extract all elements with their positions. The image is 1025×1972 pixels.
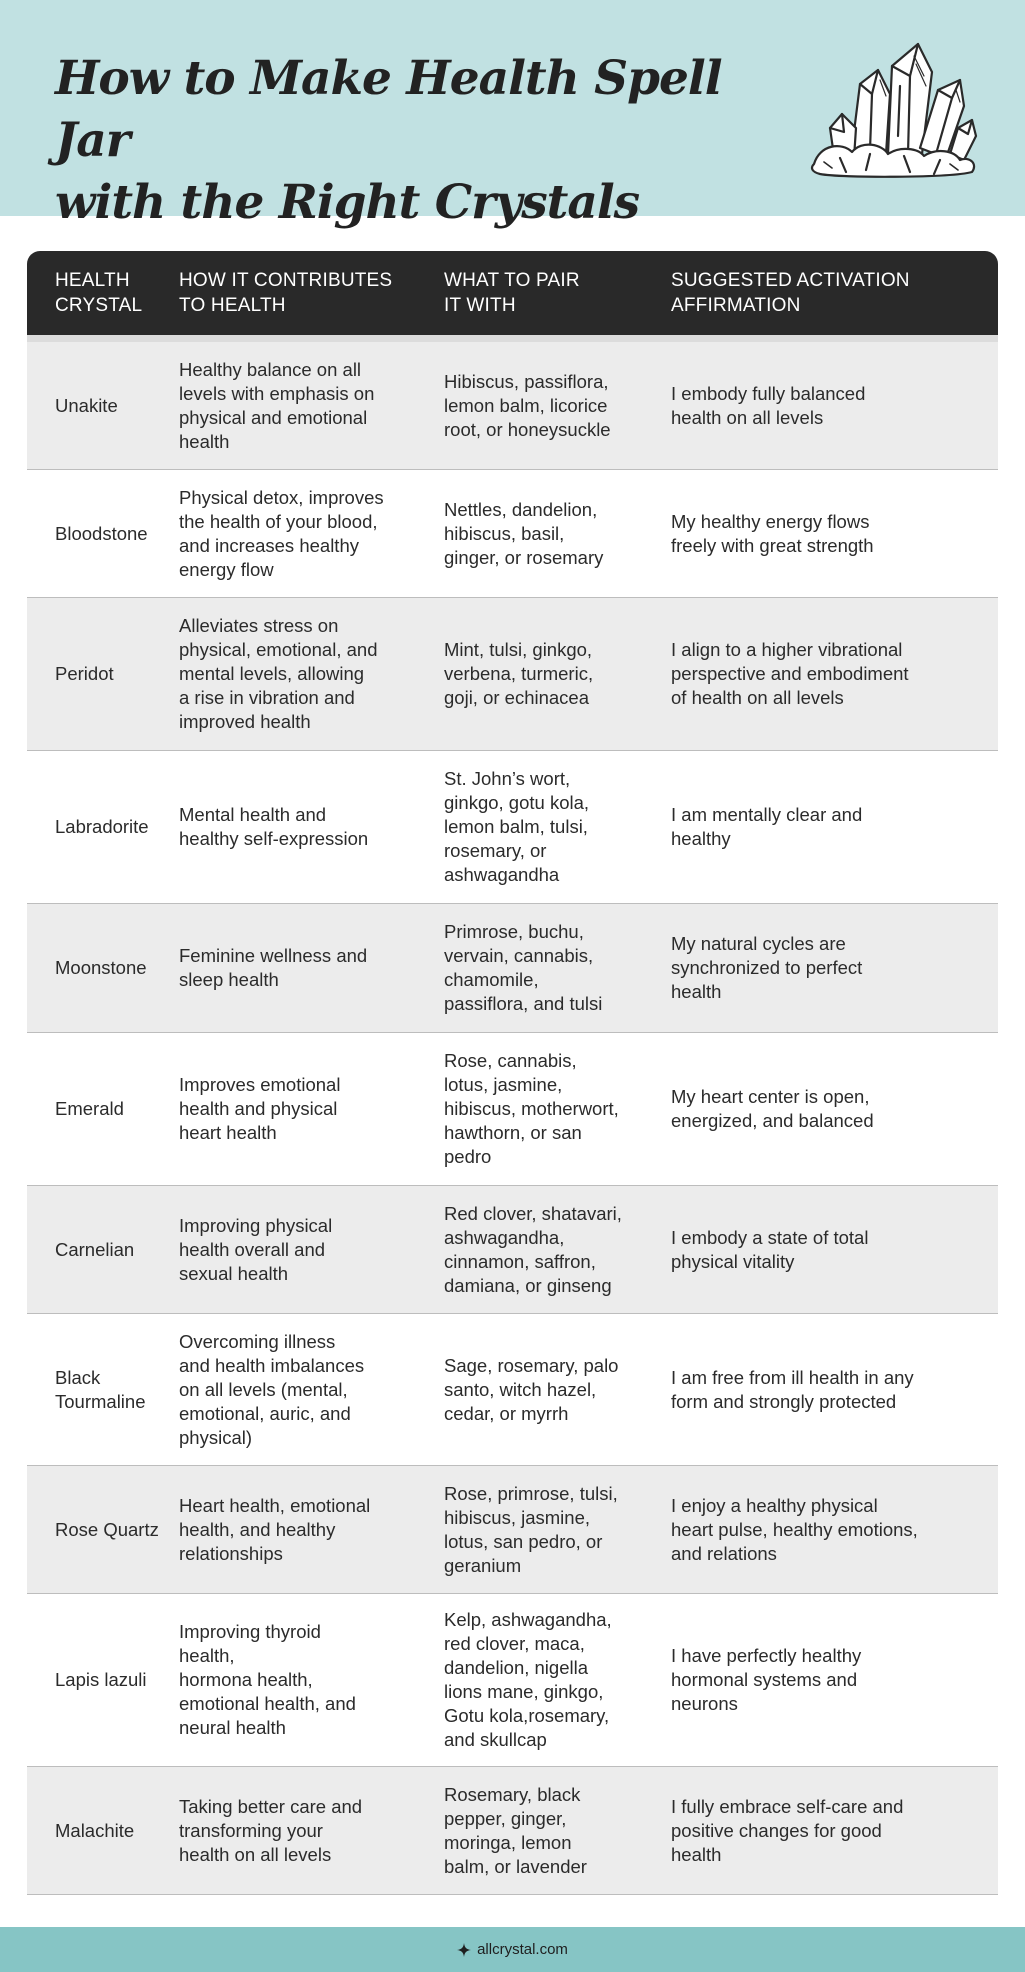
table-row	[27, 598, 998, 751]
pairing: Sage, rosemary, palo santo, witch hazel, cedar, or myrrh	[444, 1354, 619, 1424]
health-contribution: Healthy balance on all levels with emphasis on physical and emotional health	[179, 358, 375, 452]
crystal-name: Lapis lazuli	[55, 1669, 147, 1690]
pairing: Mint, tulsi, ginkgo, verbena, turmeric, goji, or echinacea	[444, 639, 594, 708]
page-footer	[0, 1927, 1025, 1972]
crystal-name: Peridot	[55, 663, 114, 684]
table-row	[27, 470, 998, 598]
crystal-name: Unakite	[55, 394, 118, 416]
table-row	[27, 1186, 998, 1314]
column-header-affirmation: SUGGESTED ACTIVATION AFFIRMATION	[671, 270, 910, 316]
affirmation: My natural cycles are synchronized to perfect health	[671, 933, 863, 1002]
pairing: Rose, cannabis, lotus, jasmine, hibiscus, motherwort, hawthorn, or san pedro	[444, 1050, 619, 1167]
affirmation: I embody a state of total physical vitality	[671, 1226, 869, 1272]
affirmation: I embody fully balanced health on all levels	[671, 382, 866, 428]
pairing: Rose, primrose, tulsi, hibiscus, jasmine, lotus, san pedro, or geranium	[444, 1482, 618, 1576]
affirmation: I am free from ill health in any form and strongly protected	[671, 1366, 914, 1412]
table-row	[27, 751, 998, 904]
column-header-contribution: HOW IT CONTRIBUTES TO HEALTH	[179, 270, 393, 316]
crystal-name: Labradorite	[55, 816, 149, 837]
affirmation: My heart center is open, energized, and balanced	[671, 1086, 874, 1131]
table-header	[27, 251, 998, 342]
health-contribution: Feminine wellness and sleep health	[179, 945, 368, 990]
affirmation: I enjoy a healthy physical heart pulse, healthy emotions, and relations	[671, 1494, 918, 1564]
pairing: Kelp, ashwagandha, red clover, maca, dandelion, nigella lions mane, ginkgo, Gotu kola,rosemary, and skullcap	[444, 1609, 612, 1750]
table-row	[27, 1466, 998, 1594]
pairing: Primrose, buchu, vervain, cannabis, chamomile, passiflora, and tulsi	[444, 921, 603, 1014]
affirmation: I am mentally clear and healthy	[671, 804, 863, 849]
health-contribution: Mental health and healthy self-expression	[179, 804, 369, 849]
pairing: Hibiscus, passiflora, lemon balm, licorice root, or honeysuckle	[444, 370, 611, 440]
footer-brand	[457, 1941, 568, 1958]
crystal-name: Moonstone	[55, 957, 147, 978]
table-row	[27, 342, 998, 470]
table-row	[27, 1314, 998, 1466]
affirmation: I align to a higher vibrational perspective and embodiment of health on all levels	[671, 639, 909, 708]
health-contribution: Heart health, emotional health, and healthy relationships	[179, 1494, 371, 1564]
table-row	[27, 904, 998, 1033]
pairing: Nettles, dandelion, hibiscus, basil, ginger, or rosemary	[444, 498, 604, 568]
crystal-name: Emerald	[55, 1098, 124, 1119]
crystal-name: Black Tourmaline	[55, 1366, 146, 1412]
column-header-crystal: HEALTH CRYSTAL	[55, 270, 143, 316]
title-line-2: with the Right Crystals	[55, 175, 640, 230]
table-row	[27, 1594, 998, 1767]
crystal-name: Malachite	[55, 1819, 135, 1841]
health-contribution: Taking better care and transforming your health on all levels	[179, 1795, 363, 1865]
crystal-name: Rose Quartz	[55, 1518, 159, 1540]
pairing: Red clover, shatavari, ashwagandha, cinnamon, saffron, damiana, or ginseng	[444, 1202, 622, 1296]
health-contribution: Alleviates stress on physical, emotional, and mental levels, allowing a rise in vibration and improved health	[179, 615, 378, 732]
table-row	[27, 1767, 998, 1895]
health-contribution: Overcoming illness and health imbalances on all levels (mental, emotional, auric, and physical)	[179, 1330, 365, 1448]
crystal-table	[27, 251, 998, 1895]
title-line-1: How to Make Health Spell Jar	[55, 51, 722, 168]
pairing: Rosemary, black pepper, ginger, moringa, lemon balm, or lavender	[444, 1783, 587, 1877]
page-title	[55, 48, 795, 234]
crystal-cluster-icon	[800, 36, 980, 181]
health-contribution: Physical detox, improves the health of your blood, and increases healthy energy flow	[179, 486, 384, 580]
column-header-pairing: WHAT TO PAIR IT WITH	[444, 270, 580, 316]
page-header	[0, 0, 1025, 230]
affirmation: My healthy energy flows freely with great strength	[671, 510, 874, 556]
affirmation: I fully embrace self-care and positive changes for good health	[671, 1795, 904, 1865]
affirmation: I have perfectly healthy hormonal systems and neurons	[671, 1645, 862, 1714]
health-contribution: Improving thyroid health, hormona health, emotional health, and neural health	[179, 1621, 356, 1738]
pairing: St. John’s wort, ginkgo, gotu kola, lemon balm, tulsi, rosemary, or ashwagandha	[444, 768, 590, 885]
crystal-name: Bloodstone	[55, 522, 148, 544]
sparkle-icon	[457, 1943, 471, 1957]
table-row	[27, 1033, 998, 1186]
crystal-name: Carnelian	[55, 1238, 135, 1260]
health-contribution: Improving physical health overall and sexual health	[179, 1214, 333, 1284]
health-contribution: Improves emotional health and physical heart health	[179, 1074, 341, 1143]
footer-site-link[interactable]: allcrystal.com	[477, 1941, 568, 1958]
